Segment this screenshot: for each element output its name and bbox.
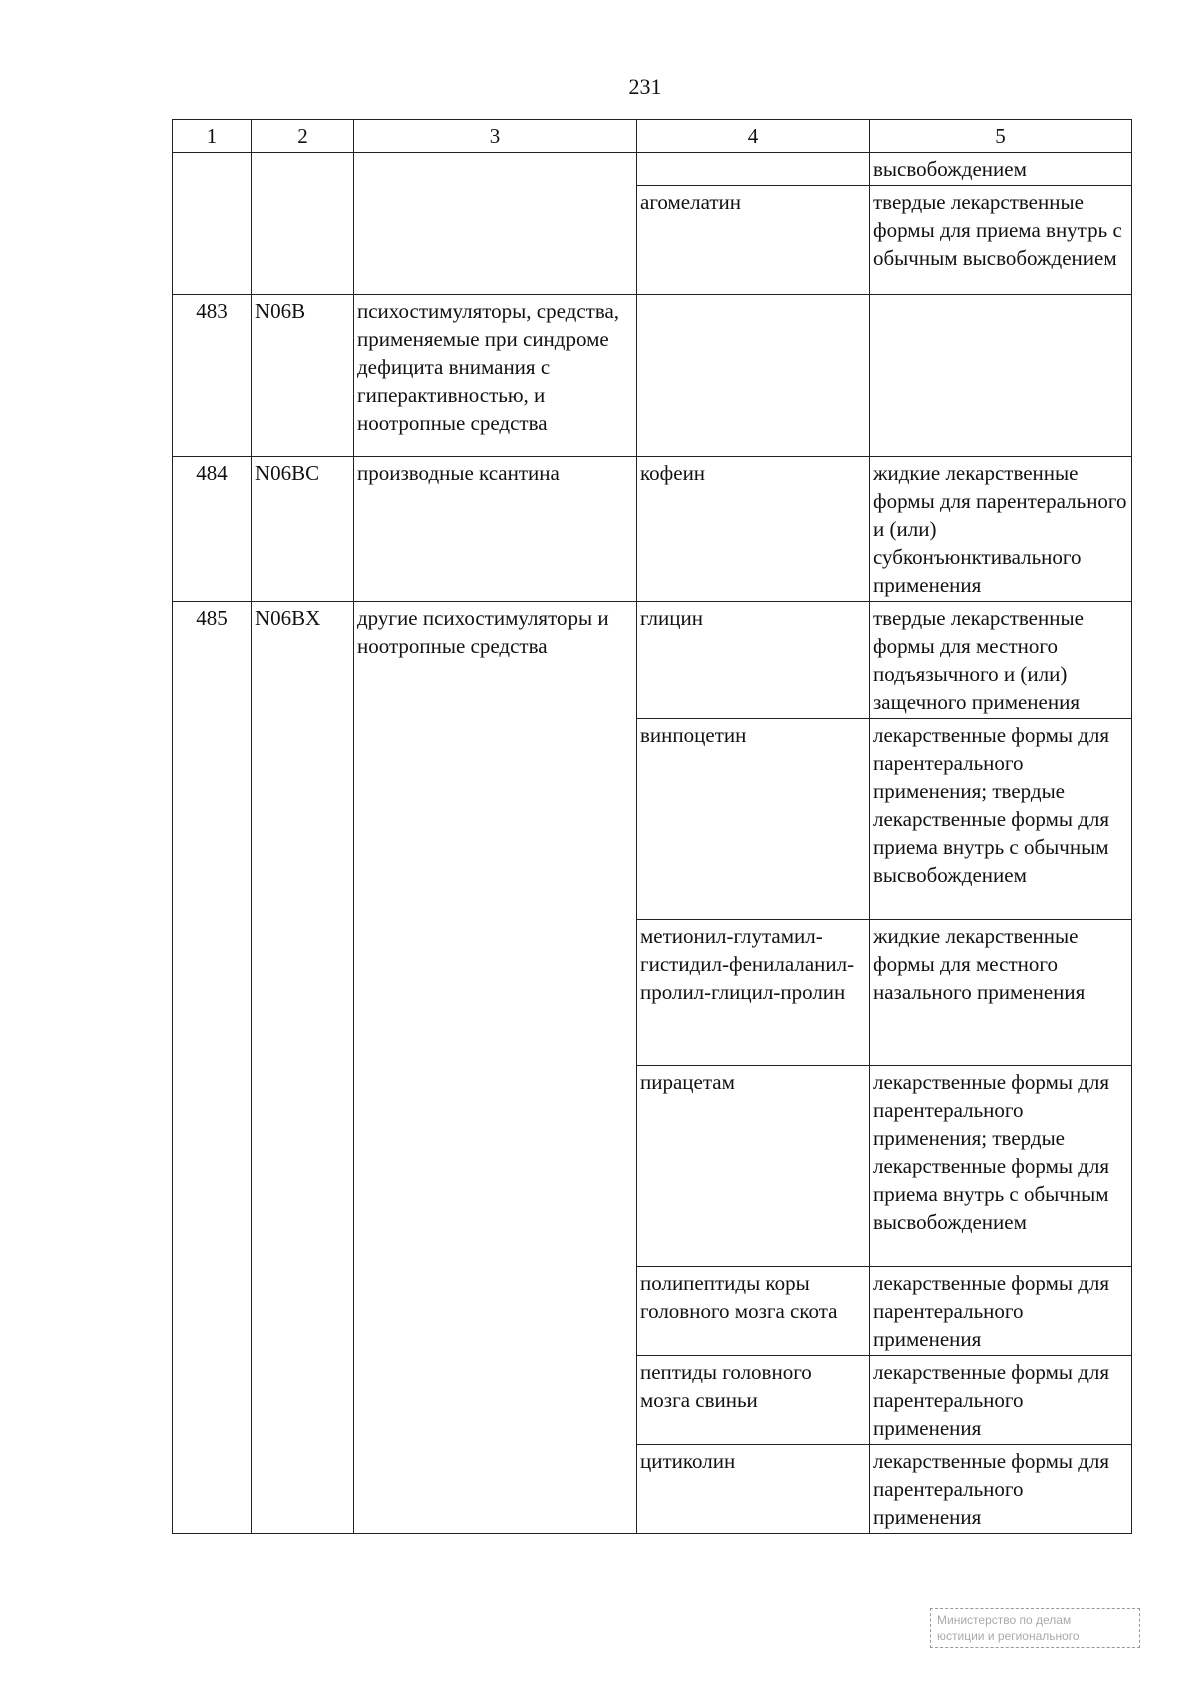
stamp-line-1: Министерство по делам xyxy=(937,1613,1072,1627)
empty-cell xyxy=(637,295,870,457)
drug-name-cell: цитиколин xyxy=(637,1445,870,1534)
dosage-form-cell: жидкие лекарственные формы для местного назального применения xyxy=(870,920,1132,1066)
drug-name-cell: кофеин xyxy=(637,457,870,602)
dosage-form-cell: лекарственные формы для парентерального применения; твердые лекарственные формы для приема внутрь с обычным высвобождением xyxy=(870,1066,1132,1267)
table-row xyxy=(173,602,1132,719)
dosage-form-cell: твердые лекарственные формы для местного подъязычного и (или) защечного применения xyxy=(870,602,1132,719)
dosage-form-cell: жидкие лекарственные формы для парентерального и (или) субконъюнктивального применения xyxy=(870,457,1132,602)
dosage-form-cell: лекарственные формы для парентерального применения; твердые лекарственные формы для приема внутрь с обычным высвобождением xyxy=(870,719,1132,920)
empty-cell xyxy=(252,153,354,295)
atc-code-cell: N06BC xyxy=(252,457,354,602)
dosage-form-cell: твердые лекарственные формы для приема внутрь с обычным высвобождением xyxy=(870,186,1132,295)
table-row xyxy=(173,457,1132,602)
row-number-cell: 484 xyxy=(173,457,252,602)
table-header-row xyxy=(173,120,1132,153)
row-number-cell: 485 xyxy=(173,602,252,1534)
empty-cell xyxy=(870,295,1132,457)
column-header-4: 4 xyxy=(637,120,870,153)
registration-stamp xyxy=(930,1608,1140,1648)
group-name-cell: другие психостимуляторы и ноотропные средства xyxy=(354,602,637,1534)
empty-cell xyxy=(637,153,870,186)
table-row xyxy=(173,295,1132,457)
medicines-table xyxy=(172,119,1132,1534)
drug-name-cell: полипептиды коры головного мозга скота xyxy=(637,1267,870,1356)
drug-name-cell: винпоцетин xyxy=(637,719,870,920)
atc-code-cell: N06B xyxy=(252,295,354,457)
stamp-line-2: юстиции и регионального xyxy=(937,1629,1080,1643)
group-name-cell: психостимуляторы, средства, применяемые при синдроме дефицита внимания с гиперактивностью, и ноотропные средства xyxy=(354,295,637,457)
group-name-cell: производные ксантина xyxy=(354,457,637,602)
empty-cell xyxy=(354,153,637,295)
dosage-form-cell: лекарственные формы для парентерального применения xyxy=(870,1356,1132,1445)
drug-name-cell: пирацетам xyxy=(637,1066,870,1267)
table-row xyxy=(173,153,1132,186)
row-number-cell: 483 xyxy=(173,295,252,457)
drug-name-cell: глицин xyxy=(637,602,870,719)
column-header-3: 3 xyxy=(354,120,637,153)
column-header-2: 2 xyxy=(252,120,354,153)
atc-code-cell: N06BX xyxy=(252,602,354,1534)
empty-cell xyxy=(173,153,252,295)
drug-name-cell: метионил-глутамил-гистидил-фенилаланил-пролил-глицил-пролин xyxy=(637,920,870,1066)
dosage-form-cell: высвобождением xyxy=(870,153,1132,186)
dosage-form-cell: лекарственные формы для парентерального применения xyxy=(870,1267,1132,1356)
drug-name-cell: пептиды головного мозга свиньи xyxy=(637,1356,870,1445)
drug-name-cell: агомелатин xyxy=(637,186,870,295)
column-header-1: 1 xyxy=(173,120,252,153)
column-header-5: 5 xyxy=(870,120,1132,153)
page-number: 231 xyxy=(628,74,662,99)
dosage-form-cell: лекарственные формы для парентерального применения xyxy=(870,1445,1132,1534)
